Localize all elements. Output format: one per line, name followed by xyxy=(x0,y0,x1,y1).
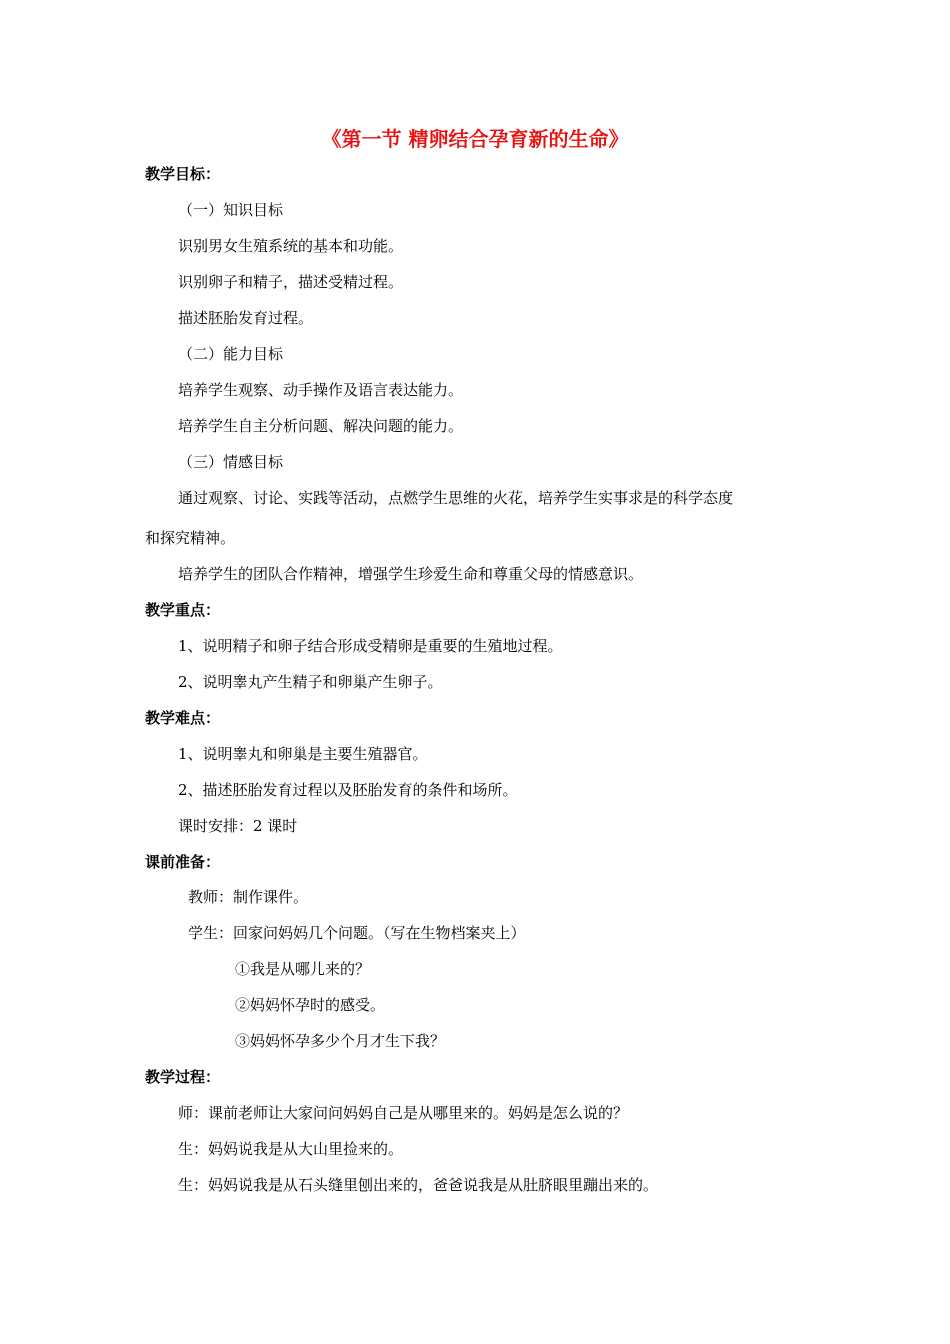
subheading-emotion: （三）情感目标 xyxy=(178,453,284,471)
objective-item: 培养学生自主分析问题、解决问题的能力。 xyxy=(178,417,464,435)
document-title: 《第一节 精卵结合孕育新的生命》 xyxy=(321,127,629,151)
objective-item: 识别卵子和精子，描述受精过程。 xyxy=(178,273,404,291)
objective-paragraph-line: 通过观察、讨论、实践等活动，点燃学生思维的火花，培养学生实事求是的科学态度 xyxy=(178,489,734,507)
objective-item: 培养学生观察、动手操作及语言表达能力。 xyxy=(178,381,464,399)
objective-item: 描述胚胎发育过程。 xyxy=(178,309,314,327)
difficulty-item: 2、描述胚胎发育过程以及胚胎发育的条件和场所。 xyxy=(178,781,518,799)
objective-item: 培养学生的团队合作精神，增强学生珍爱生命和尊重父母的情感意识。 xyxy=(178,565,644,583)
section-heading-objectives: 教学目标： xyxy=(145,165,221,183)
dialogue-line: 师：课前老师让大家问问妈妈自己是从哪里来的。妈妈是怎么说的？ xyxy=(178,1104,629,1122)
key-point-item: 2、说明睾丸产生精子和卵巢产生卵子。 xyxy=(178,673,443,691)
section-heading-key-points: 教学重点： xyxy=(145,601,221,619)
key-point-item: 1、说明精子和卵子结合形成受精卵是重要的生殖地过程。 xyxy=(178,637,563,655)
difficulty-item: 1、说明睾丸和卵巢是主要生殖器官。 xyxy=(178,745,428,763)
schedule-line: 课时安排：2 课时 xyxy=(178,817,298,835)
dialogue-line: 生：妈妈说我是从石头缝里刨出来的，爸爸说我是从肚脐眼里蹦出来的。 xyxy=(178,1176,659,1194)
preparation-student: 学生：回家问妈妈几个问题。（写在生物档案夹上） xyxy=(188,924,526,942)
preparation-teacher: 教师：制作课件。 xyxy=(188,888,309,906)
section-heading-preparation: 课前准备： xyxy=(145,853,221,871)
question-item: ③妈妈怀孕多少个月才生下我？ xyxy=(235,1032,446,1050)
question-item: ②妈妈怀孕时的感受。 xyxy=(235,996,386,1014)
section-heading-process: 教学过程： xyxy=(145,1068,221,1086)
subheading-ability: （二）能力目标 xyxy=(178,345,284,363)
objective-item: 识别男女生殖系统的基本和功能。 xyxy=(178,237,404,255)
question-item: ①我是从哪儿来的？ xyxy=(235,960,371,978)
dialogue-line: 生：妈妈说我是从大山里捡来的。 xyxy=(178,1140,404,1158)
subheading-knowledge: （一）知识目标 xyxy=(178,201,284,219)
section-heading-difficulties: 教学难点： xyxy=(145,709,221,727)
objective-paragraph-line: 和探究精神。 xyxy=(145,529,236,547)
